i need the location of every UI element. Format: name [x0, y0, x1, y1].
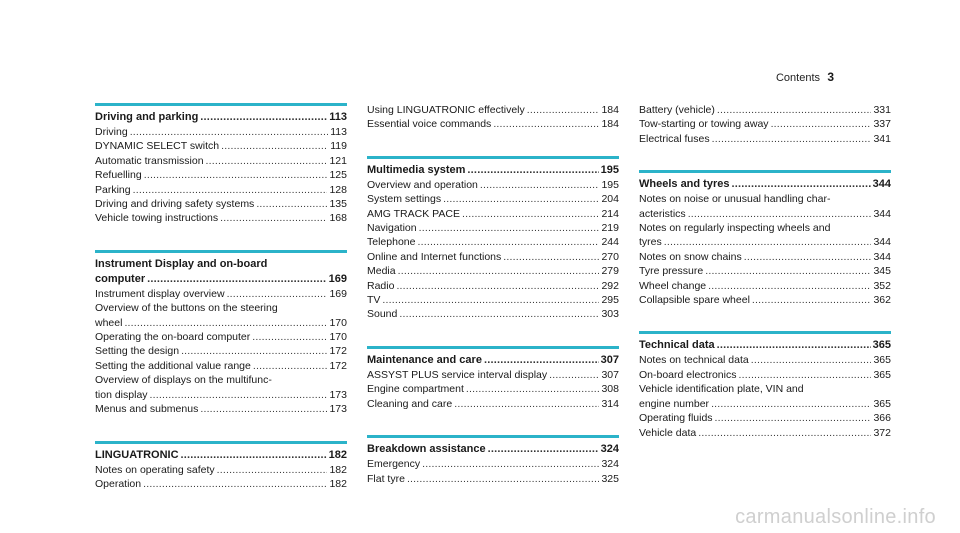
toc-entry[interactable] [95, 197, 347, 211]
leader-dots [133, 183, 328, 197]
section-divider [95, 103, 347, 106]
toc-entry-page: 214 [601, 207, 619, 220]
leader-dots [462, 207, 600, 221]
leader-dots [549, 368, 599, 382]
toc-entry-title: Notes on operating safety [95, 463, 215, 476]
toc-entry[interactable] [367, 279, 619, 293]
section-heading-page: 344 [872, 178, 891, 191]
toc-entry-title: Operating fluids [639, 412, 713, 425]
toc-entry-title: engine number [639, 397, 710, 410]
toc-entry-page: 331 [873, 104, 891, 116]
section-heading-page: 307 [600, 353, 619, 366]
leader-dots [144, 168, 328, 182]
leader-dots [738, 368, 871, 382]
toc-entry[interactable] [639, 397, 891, 411]
header-page-number: 3 [827, 70, 834, 84]
leader-dots [200, 110, 327, 125]
leader-dots [256, 197, 327, 211]
toc-entry[interactable] [367, 103, 619, 117]
toc-entry-title: ASSYST PLUS service interval display [367, 368, 548, 381]
leader-dots [467, 163, 598, 178]
toc-entry-title: Using LINGUATRONIC effectively [367, 104, 525, 116]
toc-entry[interactable] [639, 250, 891, 264]
toc-entry-title: Telephone [367, 236, 416, 249]
toc-entry[interactable] [367, 250, 619, 264]
toc-entry-title: wheel [95, 316, 123, 329]
leader-dots [407, 472, 600, 486]
leader-dots [688, 207, 872, 221]
toc-entry-page: 366 [873, 412, 891, 425]
toc-entry-title: tion display [95, 388, 148, 401]
section-heading[interactable] [367, 442, 619, 457]
toc-entry-title: Wheel change [639, 279, 707, 292]
toc-entry-page: 168 [329, 212, 347, 225]
toc-entry-title: Cleaning and care [367, 397, 453, 410]
toc-entry-title: Driving [95, 126, 128, 138]
toc-entry[interactable] [639, 207, 891, 221]
leader-dots [252, 330, 327, 344]
page-header [0, 72, 960, 86]
section-divider [639, 170, 891, 173]
toc-entry-page: 372 [873, 426, 891, 439]
toc-entry-title: Flat tyre [367, 472, 405, 485]
section-heading-title: Breakdown assistance [367, 443, 486, 456]
toc-column-2 [367, 103, 619, 510]
toc-entry[interactable] [95, 168, 347, 182]
toc-entry-page: 365 [873, 354, 891, 367]
toc-entry[interactable] [95, 477, 347, 491]
leader-dots [143, 477, 327, 491]
leader-dots [744, 250, 872, 264]
section-divider [367, 435, 619, 438]
toc-entry-page: 170 [329, 331, 347, 344]
toc-entry[interactable] [95, 154, 347, 168]
toc-entry-page: 344 [873, 207, 891, 220]
toc-entry-title: AMG TRACK PACE [367, 207, 460, 220]
section-heading-page: 169 [328, 272, 347, 285]
toc-entry-page: 172 [329, 359, 347, 372]
toc-entry[interactable] [639, 132, 891, 146]
section-heading-page: 182 [328, 448, 347, 461]
section-divider [367, 346, 619, 349]
toc-entry-page: 308 [601, 383, 619, 396]
watermark: carmanualsonline.info [735, 506, 936, 528]
toc-entry-page: 173 [329, 388, 347, 401]
toc-entry-page: 182 [329, 463, 347, 476]
toc-entry-title: tyres [639, 236, 662, 249]
toc-entry-page: 344 [873, 236, 891, 249]
section-heading-title: Multimedia system [367, 163, 466, 176]
section-heading-title: LINGUATRONIC [95, 448, 179, 461]
toc-entry-title: Instrument display overview [95, 287, 225, 300]
section-heading[interactable] [639, 338, 891, 353]
toc-section [95, 103, 347, 226]
leader-dots [181, 344, 327, 358]
toc-entry-line[interactable]: Overview of the buttons on the steering [95, 302, 278, 315]
toc-entry-title: Setting the design [95, 345, 180, 358]
toc-entry-page: 307 [601, 368, 619, 381]
toc-entry[interactable] [367, 397, 619, 411]
toc-entry[interactable] [639, 368, 891, 382]
toc-entry-page: 128 [329, 183, 347, 196]
toc-section [639, 103, 891, 146]
section-heading-page: 324 [600, 443, 619, 456]
toc-entry[interactable] [367, 207, 619, 221]
leader-dots [503, 250, 599, 264]
toc-entry-page: 184 [601, 104, 619, 116]
toc-entry-page: 121 [329, 154, 347, 167]
leader-dots [382, 293, 599, 307]
toc-entry[interactable] [367, 293, 619, 307]
toc-entry-title: Vehicle data [639, 426, 697, 439]
toc-entry-page: 119 [330, 140, 347, 153]
toc-entry-title: Automatic transmission [95, 154, 204, 167]
section-divider [367, 156, 619, 159]
leader-dots [454, 397, 599, 411]
toc-entry[interactable] [95, 211, 347, 225]
leader-dots [751, 353, 872, 367]
toc-entry-page: 341 [873, 132, 891, 145]
toc-section [367, 156, 619, 322]
toc-entry[interactable] [639, 103, 891, 117]
toc-entry[interactable] [95, 183, 347, 197]
section-heading[interactable] [95, 272, 347, 287]
toc-entry-title: Tyre pressure [639, 265, 704, 278]
toc-entry-page: 173 [329, 403, 347, 416]
section-divider [639, 331, 891, 334]
toc-entry-page: 325 [601, 472, 619, 485]
leader-dots [717, 103, 872, 117]
toc-entry-page: 344 [873, 250, 891, 263]
toc-entry-page: 314 [601, 397, 619, 410]
toc-entry[interactable] [367, 382, 619, 396]
toc-entry[interactable] [95, 463, 347, 477]
toc-entry-page: 295 [601, 294, 619, 307]
leader-dots [711, 397, 871, 411]
toc-entry[interactable] [367, 235, 619, 249]
toc-entry-page: 204 [601, 193, 619, 206]
toc-entry-page: 292 [601, 279, 619, 292]
toc-entry[interactable] [367, 264, 619, 278]
toc-entry-title: On-board electronics [639, 368, 737, 381]
section-heading[interactable] [367, 353, 619, 368]
toc-entry[interactable] [367, 117, 619, 131]
leader-dots [488, 442, 599, 457]
toc-entry-title: Menus and submenus [95, 403, 199, 416]
leader-dots [227, 287, 328, 301]
toc-entry[interactable] [367, 178, 619, 192]
toc-entry[interactable] [367, 472, 619, 486]
toc-entry-title: Essential voice commands [367, 118, 492, 131]
toc-entry-title: Operating the on-board computer [95, 331, 251, 344]
toc-entry-title: Parking [95, 183, 131, 196]
section-heading-title: computer [95, 272, 146, 285]
toc-entry-page: 125 [329, 169, 347, 182]
toc-column-3 [639, 103, 891, 464]
toc-entry-page: 270 [601, 250, 619, 263]
toc-entry[interactable] [639, 279, 891, 293]
toc-entry[interactable] [639, 293, 891, 307]
section-heading-line[interactable]: Instrument Display and on-board [95, 257, 268, 270]
leader-dots [124, 316, 327, 330]
toc-entry-page: 135 [329, 198, 347, 211]
toc-section [367, 103, 619, 132]
toc-entry[interactable] [367, 368, 619, 382]
header-title: Contents [775, 72, 820, 84]
toc-entry-page: 170 [329, 316, 347, 329]
leader-dots [206, 154, 328, 168]
toc-entry-line[interactable]: Overview of displays on the multifunc- [95, 374, 272, 387]
section-heading-page: 365 [872, 339, 891, 352]
toc-entry[interactable] [639, 264, 891, 278]
toc-entry-title: DYNAMIC SELECT switch [95, 140, 220, 153]
toc-entry-title: Tow-starting or towing away [639, 118, 769, 131]
toc-entry-title: Overview and operation [367, 178, 478, 191]
section-heading-title: Driving and parking [95, 111, 199, 123]
toc-entry-title: Setting the additional value range [95, 359, 251, 372]
toc-entry-title: Refuelling [95, 169, 142, 182]
leader-dots [399, 307, 599, 321]
leader-dots [664, 235, 872, 249]
section-heading-page: 113 [329, 111, 347, 123]
leader-dots [217, 463, 328, 477]
section-heading-page: 195 [600, 163, 619, 176]
leader-dots [253, 359, 328, 373]
section-heading-title: Wheels and tyres [639, 178, 730, 191]
toc-section [95, 441, 347, 492]
toc-section [367, 435, 619, 486]
toc-entry[interactable] [95, 402, 347, 416]
toc-entry-title: Radio [367, 279, 395, 292]
section-heading-title: Maintenance and care [367, 353, 482, 366]
toc-entry-title: Sound [367, 308, 398, 321]
toc-entry-title: Engine compartment [367, 383, 464, 396]
toc-entry[interactable] [367, 221, 619, 235]
section-heading[interactable] [367, 163, 619, 178]
toc-entry-title: Operation [95, 477, 142, 490]
leader-dots [417, 235, 599, 249]
toc-entry-page: 172 [329, 345, 347, 358]
leader-dots [484, 353, 599, 368]
toc-entry-page: 113 [330, 126, 347, 138]
toc-entry-title: Emergency [367, 458, 421, 471]
toc-entry-title: Online and Internet functions [367, 250, 502, 263]
toc-entry-page: 279 [601, 265, 619, 278]
leader-dots [130, 125, 329, 139]
leader-dots [717, 338, 871, 353]
toc-entry-title: TV [367, 294, 381, 307]
toc-entry-page: 244 [601, 236, 619, 249]
leader-dots [443, 192, 599, 206]
leader-dots [480, 178, 600, 192]
leader-dots [771, 117, 872, 131]
toc-entry-title: Electrical fuses [639, 132, 710, 145]
toc-entry[interactable] [95, 330, 347, 344]
toc-entry[interactable] [95, 287, 347, 301]
leader-dots [200, 402, 327, 416]
toc-section [95, 250, 347, 417]
toc-entry-title: Collapsible spare wheel [639, 294, 750, 307]
leader-dots [715, 411, 872, 425]
leader-dots [396, 279, 599, 293]
toc-section [367, 346, 619, 411]
leader-dots [419, 221, 600, 235]
toc-entry-title: Notes on technical data [639, 354, 749, 367]
leader-dots [527, 103, 600, 117]
toc-entry-line[interactable]: Vehicle identification plate, VIN and [639, 383, 804, 396]
leader-dots [698, 426, 871, 440]
toc-entry-title: Notes on snow chains [639, 250, 742, 263]
toc-section [639, 331, 891, 439]
leader-dots [398, 264, 600, 278]
section-divider [95, 250, 347, 253]
toc-entry-page: 345 [873, 265, 891, 278]
leader-dots [181, 448, 327, 463]
toc-entry[interactable] [95, 316, 347, 330]
toc-entry-page: 184 [601, 118, 619, 131]
toc-entry-title: System settings [367, 193, 442, 206]
toc-entry-title: Battery (vehicle) [639, 104, 715, 116]
toc-entry[interactable] [95, 125, 347, 139]
leader-dots [708, 279, 871, 293]
leader-dots [221, 139, 328, 153]
toc-entry[interactable] [639, 235, 891, 249]
toc-entry[interactable] [639, 411, 891, 425]
section-heading[interactable] [95, 110, 347, 125]
section-divider [95, 441, 347, 444]
leader-dots [712, 132, 872, 146]
toc-entry-page: 182 [329, 477, 347, 490]
leader-dots [150, 388, 328, 402]
toc-entry[interactable] [95, 139, 347, 153]
section-heading-title: Technical data [639, 339, 715, 352]
toc-entry-page: 337 [873, 118, 891, 131]
leader-dots [466, 382, 600, 396]
leader-dots [220, 211, 327, 225]
toc-section [639, 170, 891, 307]
toc-entry[interactable] [95, 344, 347, 358]
toc-entry-title: Vehicle towing instructions [95, 212, 219, 225]
leader-dots [493, 117, 599, 131]
leader-dots [147, 272, 327, 287]
toc-entry-page: 362 [873, 294, 891, 307]
toc-entry-page: 169 [329, 287, 347, 300]
toc-entry-page: 365 [873, 368, 891, 381]
toc-entry-line[interactable]: Notes on regularly inspecting wheels and [639, 222, 831, 235]
leader-dots [705, 264, 871, 278]
toc-entry[interactable] [367, 192, 619, 206]
toc-entry-title: Navigation [367, 222, 417, 235]
toc-entry-page: 219 [601, 222, 619, 235]
leader-dots [422, 457, 599, 471]
toc-entry[interactable] [639, 117, 891, 131]
section-heading[interactable] [95, 448, 347, 463]
section-heading[interactable] [639, 177, 891, 192]
toc-entry-page: 303 [601, 308, 619, 321]
toc-entry[interactable] [639, 353, 891, 367]
toc-entry-title: Media [367, 265, 396, 278]
leader-dots [752, 293, 872, 307]
toc-entry-title: acteristics [639, 207, 686, 220]
toc-entry[interactable] [95, 359, 347, 373]
toc-entry-page: 195 [601, 178, 619, 191]
toc-entry-page: 365 [873, 397, 891, 410]
toc-entry-title: Driving and driving safety systems [95, 198, 255, 211]
toc-entry-line[interactable]: Notes on noise or unusual handling char- [639, 193, 831, 206]
toc-entry[interactable] [367, 457, 619, 471]
toc-entry[interactable] [367, 307, 619, 321]
toc-column-1 [95, 103, 347, 515]
toc-entry[interactable] [639, 426, 891, 440]
toc-entry[interactable] [95, 388, 347, 402]
leader-dots [731, 177, 870, 192]
toc-entry-page: 324 [601, 458, 619, 471]
toc-entry-page: 352 [873, 279, 891, 292]
